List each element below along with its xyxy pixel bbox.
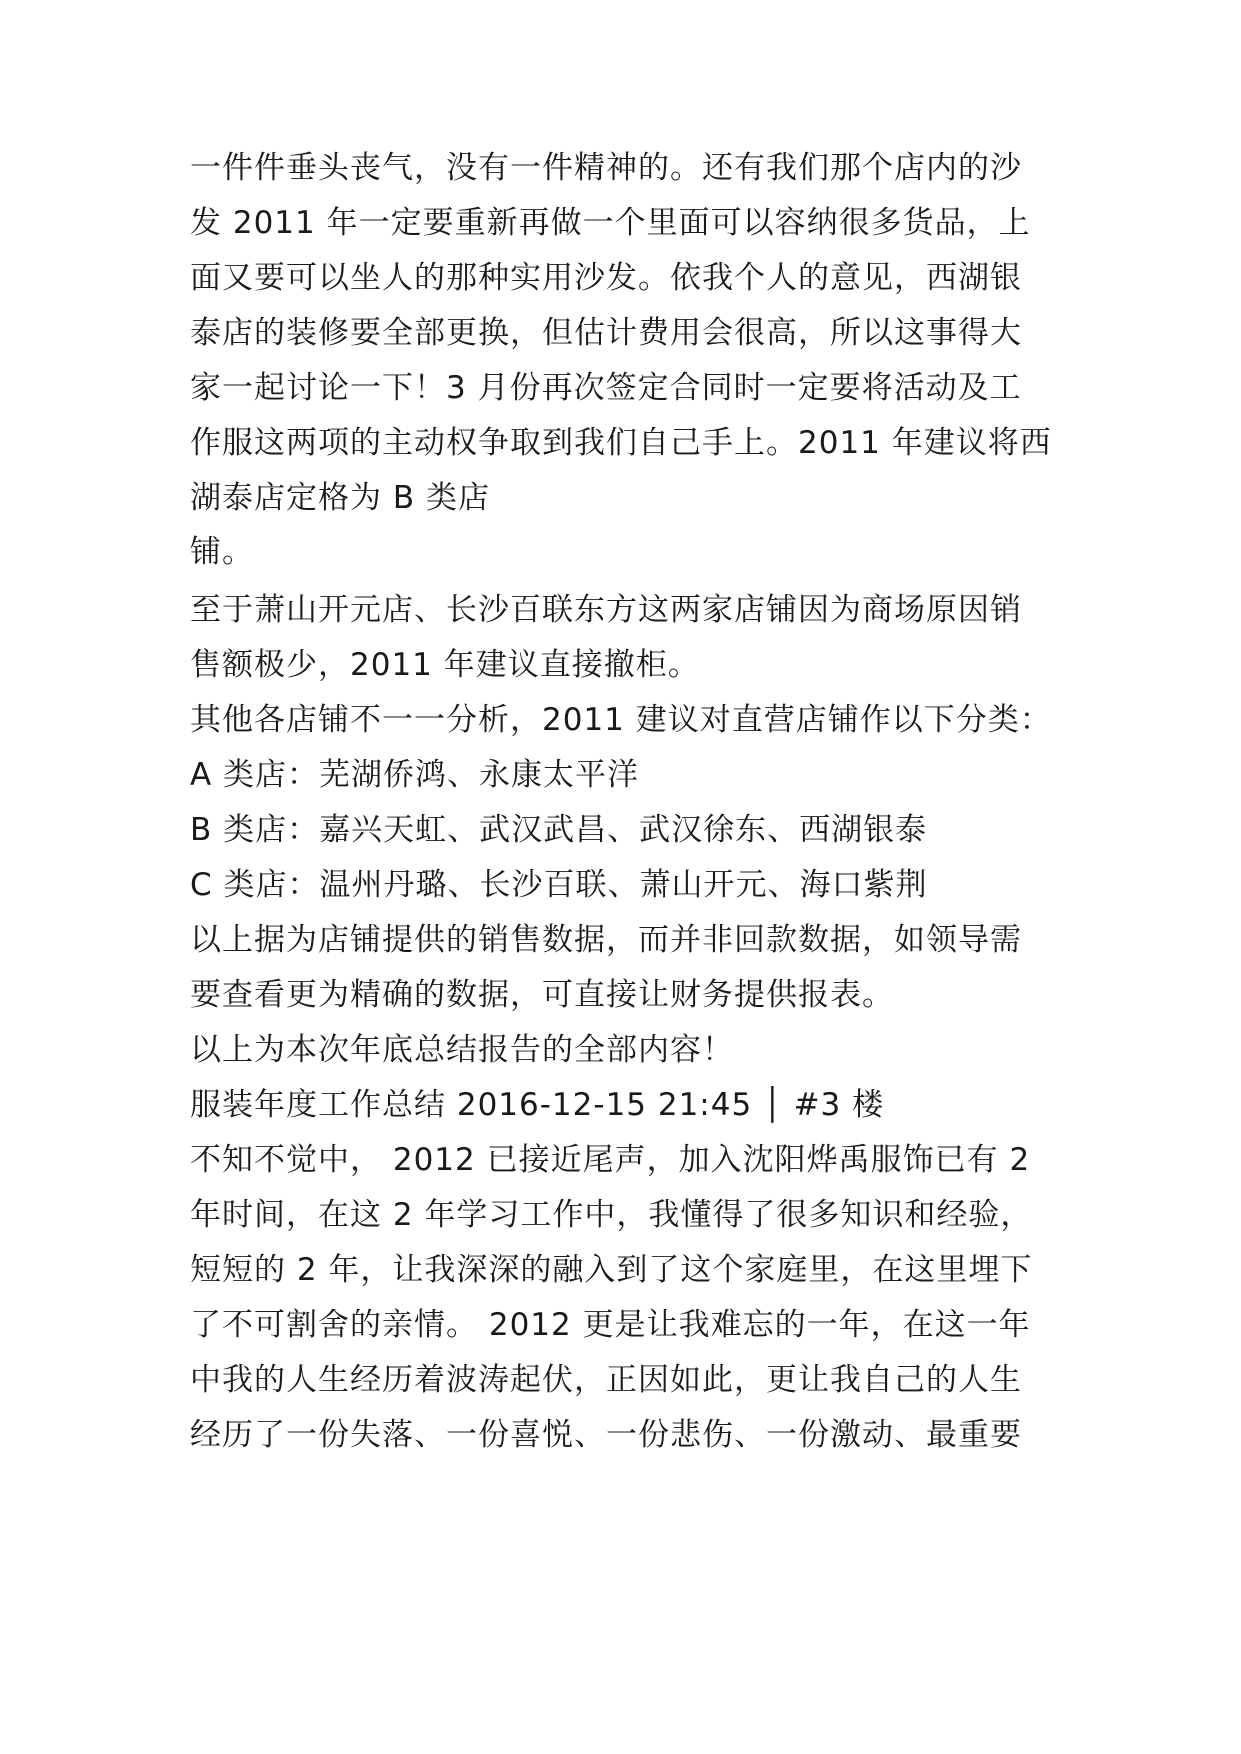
text-line: B 类店：嘉兴天虹、武汉武昌、武汉徐东、西湖银泰 (190, 812, 928, 848)
text-line: 以上据为店铺提供的销售数据，而并非回款数据，如领导需 (190, 922, 1022, 958)
text-line: C 类店：温州丹璐、长沙百联、萧山开元、海口紫荆 (190, 867, 928, 903)
text-line: 不知不觉中， 2012 已接近尾声，加入沈阳烨禹服饰已有 2 (190, 1142, 1031, 1178)
text-line: 面又要可以坐人的那种实用沙发。依我个人的意见，西湖银 (190, 260, 1022, 296)
text-line: 家一起讨论一下！3 月份再次签定合同时一定要将活动及工 (190, 370, 1022, 406)
text-line: 以上为本次年底总结报告的全部内容！ (190, 1032, 734, 1068)
text-line: 至于萧山开元店、长沙百联东方这两家店铺因为商场原因销 (190, 592, 1022, 628)
text-line: 售额极少，2011 年建议直接撤柜。 (190, 647, 700, 683)
text-line: 湖泰店定格为 B 类店 (190, 480, 490, 516)
text-line: 经历了一份失落、一份喜悦、一份悲伤、一份激动、最重要 (190, 1417, 1022, 1453)
text-line: A 类店：芜湖侨鸿、永康太平洋 (190, 757, 640, 793)
text-line: 要查看更为精确的数据，可直接让财务提供报表。 (190, 977, 894, 1013)
text-line: 一件件垂头丧气，没有一件精神的。还有我们那个店内的沙 (190, 150, 1022, 186)
text-line: 发 2011 年一定要重新再做一个里面可以容纳很多货品，上 (190, 205, 1031, 241)
text-line: 中我的人生经历着波涛起伏，正因如此，更让我自己的人生 (190, 1362, 1022, 1398)
text-line: 作服这两项的主动权争取到我们自己手上。2011 年建议将西 (190, 425, 1052, 461)
post-header-line: 服装年度工作总结 2016-12-15 21:45 │ #3 楼 (190, 1087, 885, 1123)
text-line: 泰店的装修要全部更换，但估计费用会很高，所以这事得大 (190, 315, 1022, 351)
text-line: 短短的 2 年，让我深深的融入到了这个家庭里，在这里埋下 (190, 1252, 1033, 1288)
text-line: 年时间，在这 2 年学习工作中，我懂得了很多知识和经验， (190, 1197, 1033, 1233)
text-line: 了不可割舍的亲情。 2012 更是让我难忘的一年，在这一年 (190, 1307, 1031, 1343)
text-line: 铺。 (190, 534, 254, 570)
text-line: 其他各店铺不一一分析，2011 建议对直营店铺作以下分类： (190, 702, 1052, 738)
